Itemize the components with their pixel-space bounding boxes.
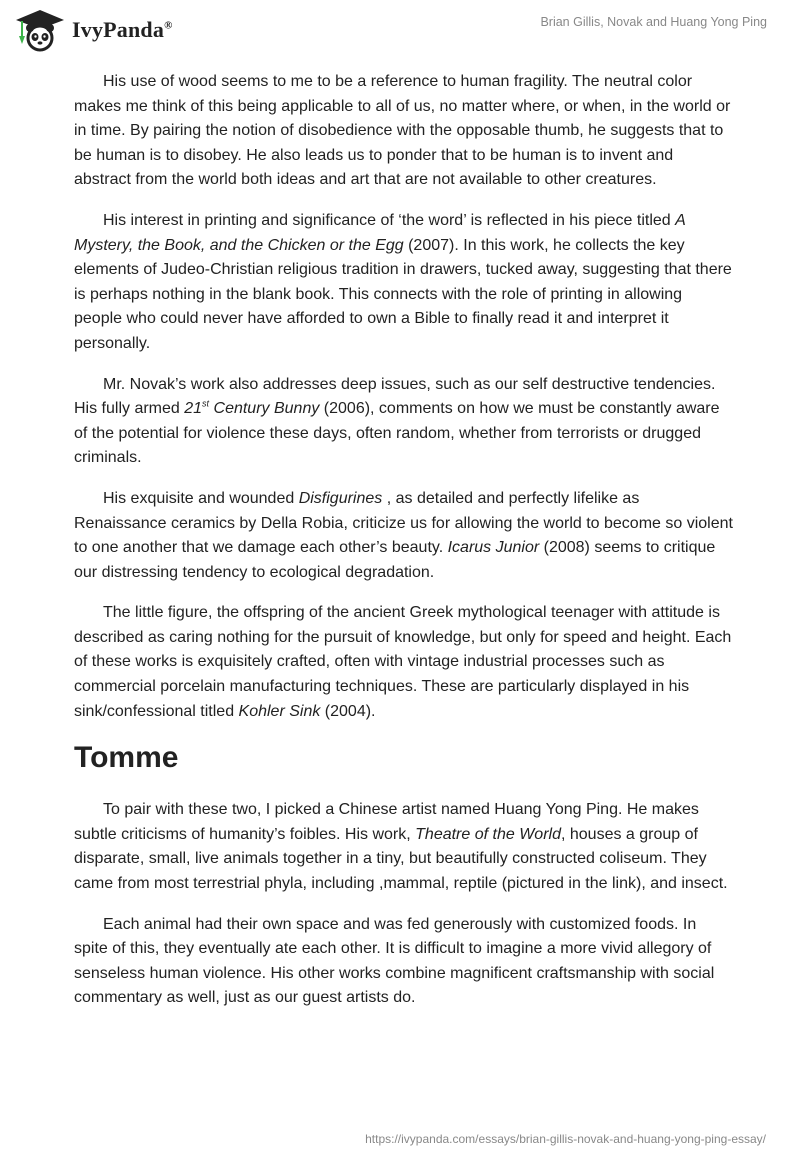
registered-mark: ® [164, 19, 173, 32]
paragraph-2: His interest in printing and significance of ‘the word’ is reflected in his piece titled A Mystery, the Book, and the Chicken or the Egg (2007). In this work, he collects the key elements of Judeo-Christian religious tradition in drawers, tucked away, suggesting that there is perhaps nothing in the blank book. This connects with the role of printing in allowing people who could never have afforded to own a Bible to finally read it and interpret it personally. [74, 211, 732, 352]
brand-logo[interactable] [14, 8, 173, 52]
source-url[interactable]: https://ivypanda.com/essays/brian-gillis-novak-and-huang-yong-ping-essay/ [365, 1132, 766, 1146]
artwork-title: Icarus Junior [447, 539, 540, 557]
essay-body [74, 70, 734, 1027]
artwork-title: Kohler Sink [238, 702, 321, 720]
paragraph-3: Mr. Novak’s work also addresses deep issues, such as our self destructive tendencies. His fully armed 21st Century Bunny (2006), comments on how we must be constantly aware of the potential for violence these days, often random, whether from terrorists or drugged criminals. [74, 375, 720, 467]
artwork-title: Theatre of the World [415, 825, 561, 843]
paragraph-6: To pair with these two, I picked a Chinese artist named Huang Yong Ping. He makes subtle criticisms of humanity’s foibles. His work, Theatre of the World, houses a group of disparate, small, live animals together in a tiny, but beautifully constructed coliseum. They came from most terrestrial phyla, including ,mammal, reptile (pictured in the link), and insect. [74, 801, 728, 893]
paragraph-7: Each animal had their own space and was fed generously with customized foods. In spite of this, they eventually ate each other. It is difficult to imagine a more vivid allegory of senseless human violence. His other works combine magnificent craftsmanship with social commentary as well, just as our guest artists do. [74, 915, 715, 1007]
artwork-title: Disfigurines [298, 489, 383, 507]
panda-graduate-icon [14, 8, 66, 52]
running-title: Brian Gillis, Novak and Huang Yong Ping [540, 15, 767, 29]
paragraph-5: The little figure, the offspring of the ancient Greek mythological teenager with attitude is described as caring nothing for the pursuit of knowledge, but only for speed and height. Each of these works is exquisitely crafted, often with vintage industrial processes such as commercial porcelain manufacturing techniques. These are particularly displayed in his sink/confessional titled Kohler Sink (2004). [74, 604, 732, 720]
page-header [0, 0, 800, 64]
brand-name: IvyPanda® [72, 17, 173, 42]
paragraph-1: His use of wood seems to me to be a reference to human fragility. The neutral color makes me think of this being applicable to all of us, no matter where, or when, in the world or in time. By pairing the notion of disobedience with the opposable thumb, he suggests that to be human is to disobey. He also leads us to ponder that to be human is to invent and abstract from the world both ideas and art that are not available to other creatures. [74, 73, 731, 189]
artwork-title: A Mystery, the Book, and the Chicken or the Egg [74, 211, 686, 254]
paragraph-4: His exquisite and wounded Disfigurines , as detailed and perfectly lifelike as Renaissance ceramics by Della Robia, criticize us for allowing the world to become so violent to one another that we damage each other’s beauty. Icarus Junior (2008) seems to critique our distressing tendency to ecological degradation. [74, 489, 733, 581]
section-heading: Tomme [74, 741, 179, 775]
artwork-title: 21st Century Bunny [184, 398, 320, 418]
